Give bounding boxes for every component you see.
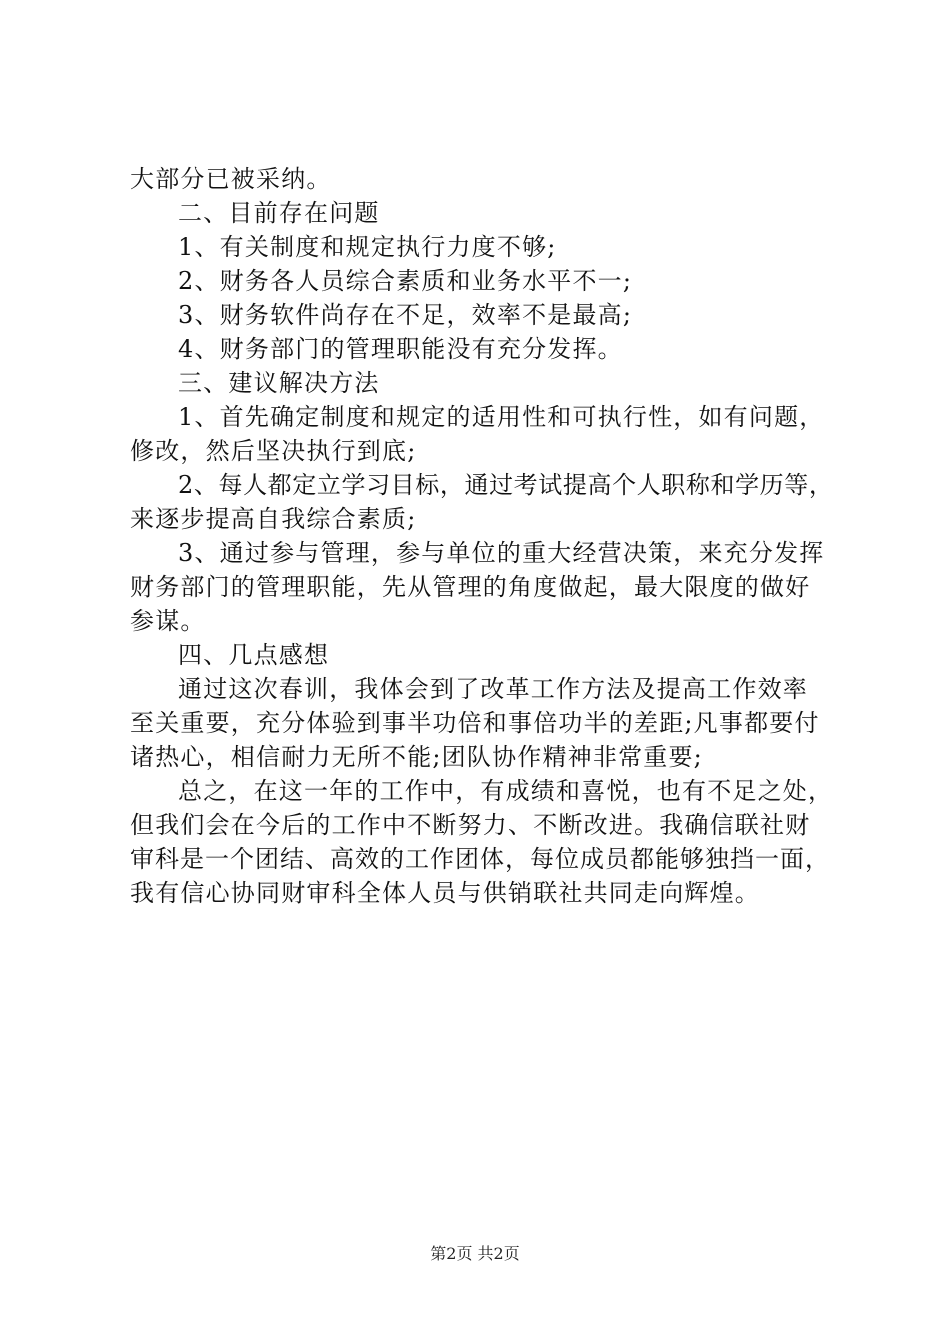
- paragraph-line: 总之，在这一年的工作中，有成绩和喜悦，也有不足之处，: [178, 777, 834, 805]
- paragraph-line: 3、通过参与管理，参与单位的重大经营决策，来充分发挥: [178, 539, 825, 567]
- paragraph-line: 通过这次春训，我体会到了改革工作方法及提高工作效率: [178, 675, 808, 703]
- list-item: 1、有关制度和规定执行力度不够;: [178, 233, 557, 261]
- list-item: 4、财务部门的管理职能没有充分发挥。: [178, 335, 623, 363]
- section-heading: 四、几点感想: [178, 641, 330, 669]
- paragraph-line: 我有信心协同财审科全体人员与供销联社共同走向辉煌。: [130, 879, 760, 907]
- paragraph-line: 但我们会在今后的工作中不断努力、不断改进。我确信联社财: [130, 811, 811, 839]
- paragraph-line: 参谋。: [130, 607, 206, 635]
- section-heading: 三、建议解决方法: [178, 369, 380, 397]
- section-heading: 二、目前存在问题: [178, 199, 380, 227]
- paragraph-line: 大部分已被采纳。: [130, 165, 332, 193]
- paragraph-line: 修改，然后坚决执行到底;: [130, 437, 417, 465]
- paragraph-line: 1、首先确定制度和规定的适用性和可执行性，如有问题，: [178, 403, 825, 431]
- paragraph-line: 来逐步提高自我综合素质;: [130, 505, 417, 533]
- list-item: 2、财务各人员综合素质和业务水平不一;: [178, 267, 633, 295]
- paragraph-line: 至关重要，充分体验到事半功倍和事倍功半的差距;凡事都要付: [130, 709, 820, 737]
- paragraph-line: 诸热心，相信耐力无所不能;团队协作精神非常重要;: [130, 743, 703, 771]
- page-number: 第2页 共2页: [430, 1244, 520, 1263]
- list-item: 3、财务软件尚存在不足，效率不是最高;: [178, 301, 633, 329]
- paragraph-line: 财务部门的管理职能，先从管理的角度做起，最大限度的做好: [130, 573, 811, 601]
- paragraph-line: 2、每人都定立学习目标，通过考试提高个人职称和学历等，: [178, 471, 834, 499]
- paragraph-line: 审科是一个团结、高效的工作团体，每位成员都能够独挡一面，: [130, 845, 830, 873]
